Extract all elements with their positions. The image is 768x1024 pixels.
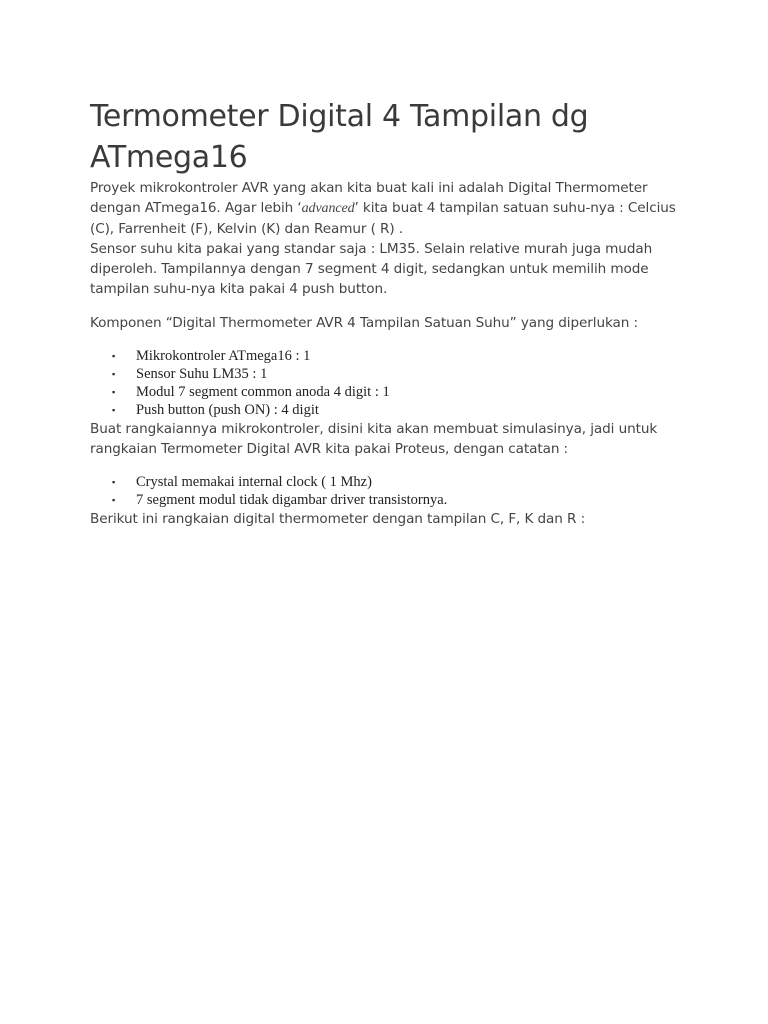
list-item xyxy=(112,473,690,491)
intro-emphasis: advanced xyxy=(301,201,355,216)
bullet-icon: ▪ xyxy=(112,369,116,379)
component-item-text: Modul 7 segment common anoda 4 digit : 1 xyxy=(136,384,390,400)
article-title-line1: Termometer Digital 4 Tampilan dg xyxy=(90,99,589,134)
bullet-icon: ▪ xyxy=(112,351,116,361)
intro-text-part2: ’ kita buat 4 tampilan satuan suhu-nya : Celcius (C), Farrenheit (F), Kelvin (K) dan Reamur ( R) . xyxy=(90,200,676,237)
sensor-paragraph: Sensor suhu kita pakai yang standar saja : LM35. Selain relative murah juga mudah diperoleh. Tampilannya dengan 7 segment 4 digit, sedangkan untuk memilih mode tampilan suhu-nya kita pakai 4 push button. xyxy=(90,241,653,297)
components-list xyxy=(90,347,690,419)
article-title-line2: ATmega16 xyxy=(90,140,248,175)
component-item-text: Push button (push ON) : 4 digit xyxy=(136,402,319,418)
closing-paragraph: Berikut ini rangkaian digital thermometer dengan tampilan C, F, K dan R : xyxy=(90,511,586,527)
bullet-icon: ▪ xyxy=(112,495,116,505)
notes-list xyxy=(90,473,690,509)
article xyxy=(90,96,690,529)
list-item xyxy=(112,383,690,401)
bullet-icon: ▪ xyxy=(112,405,116,415)
list-item xyxy=(112,365,690,383)
components-heading: Komponen “Digital Thermometer AVR 4 Tampilan Satuan Suhu” yang diperlukan : xyxy=(90,315,638,331)
simulation-paragraph: Buat rangkaiannya mikrokontroler, disini kita akan membuat simulasinya, jadi untuk rangkaian Termometer Digital AVR kita pakai Proteus, dengan catatan : xyxy=(90,421,658,457)
note-item-text: 7 segment modul tidak digambar driver transistornya. xyxy=(136,492,448,508)
list-item xyxy=(112,491,690,509)
component-item-text: Mikrokontroler ATmega16 : 1 xyxy=(136,348,311,364)
bullet-icon: ▪ xyxy=(112,387,116,397)
list-item xyxy=(112,401,690,419)
article-title xyxy=(90,96,690,178)
component-item-text: Sensor Suhu LM35 : 1 xyxy=(136,366,268,382)
intro-text-part1: Proyek mikrokontroler AVR yang akan kita buat kali ini adalah Digital Thermometer dengan ATmega16. Agar lebih ‘ xyxy=(90,180,648,216)
bullet-icon: ▪ xyxy=(112,477,116,487)
note-item-text: Crystal memakai internal clock ( 1 Mhz) xyxy=(136,474,372,490)
intro-paragraph xyxy=(90,178,690,239)
list-item xyxy=(112,347,690,365)
